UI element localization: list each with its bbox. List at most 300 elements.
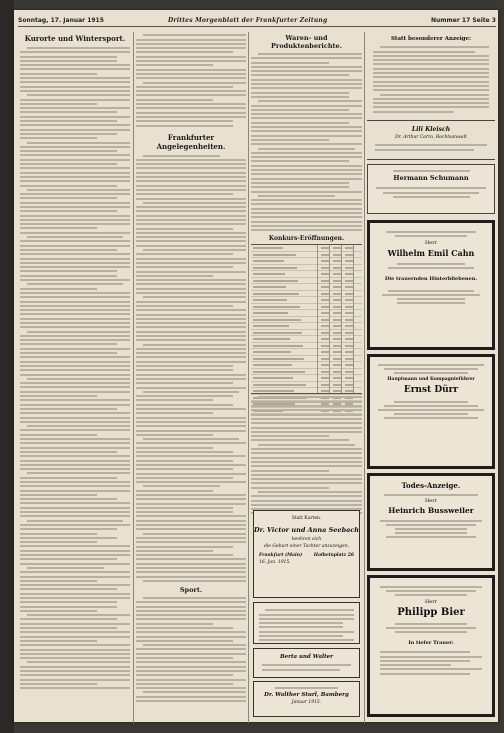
text-line bbox=[136, 163, 246, 165]
text-line bbox=[20, 369, 130, 371]
column-rule bbox=[364, 32, 365, 723]
text-line bbox=[20, 326, 130, 328]
text-line bbox=[136, 404, 233, 406]
text-line bbox=[27, 614, 130, 616]
duerr-text bbox=[370, 395, 492, 425]
text-line bbox=[136, 661, 246, 663]
text-line bbox=[373, 102, 489, 104]
text-line bbox=[251, 461, 362, 463]
text-line bbox=[251, 87, 362, 89]
text-line bbox=[136, 421, 246, 423]
text-line bbox=[136, 365, 233, 367]
text-line bbox=[20, 438, 130, 440]
text-line bbox=[20, 51, 130, 53]
text-line bbox=[136, 481, 246, 483]
cahn-text-bottom bbox=[370, 282, 492, 312]
text-line bbox=[20, 227, 97, 229]
text-line bbox=[20, 245, 130, 247]
text-line bbox=[20, 515, 130, 517]
bier-herr: Herr bbox=[424, 599, 438, 605]
text-line bbox=[20, 395, 97, 397]
text-line bbox=[143, 580, 246, 582]
birth-parents: Dr. Victor und Anna Seebach bbox=[254, 526, 360, 534]
text-line bbox=[373, 106, 489, 108]
text-line bbox=[136, 266, 233, 268]
text-line bbox=[136, 430, 246, 432]
page-header bbox=[18, 14, 496, 27]
text-line bbox=[251, 409, 362, 411]
text-line bbox=[136, 460, 233, 462]
text-line bbox=[136, 215, 246, 217]
duerr-text-top bbox=[370, 357, 492, 374]
text-line bbox=[251, 130, 362, 132]
text-line bbox=[136, 271, 246, 273]
text-line bbox=[136, 434, 213, 436]
text-line bbox=[373, 81, 489, 83]
text-line bbox=[136, 455, 246, 457]
text-line bbox=[136, 490, 213, 492]
text-line bbox=[136, 47, 246, 49]
bussweiler-herr: Herr bbox=[424, 498, 438, 504]
text-line bbox=[136, 653, 246, 655]
text-line bbox=[20, 292, 130, 294]
section-konkurs-title: Konkurs-Eröffnungen. bbox=[268, 235, 345, 243]
duerr-name: Ernst Dürr bbox=[403, 385, 459, 395]
text-line bbox=[251, 178, 362, 180]
text-line bbox=[20, 99, 130, 101]
text-line bbox=[251, 418, 362, 420]
text-line bbox=[136, 56, 246, 58]
text-line bbox=[20, 249, 117, 251]
text-line bbox=[373, 63, 489, 65]
text-line bbox=[259, 622, 343, 624]
text-line bbox=[136, 107, 246, 109]
small-ads-text bbox=[254, 603, 359, 644]
text-line bbox=[136, 305, 233, 307]
text-line bbox=[20, 253, 130, 255]
text-line bbox=[20, 563, 130, 565]
text-line bbox=[143, 202, 246, 204]
text-line bbox=[136, 120, 233, 122]
text-line bbox=[251, 117, 362, 119]
bussweiler-text bbox=[370, 515, 492, 543]
text-line bbox=[136, 69, 246, 71]
text-line bbox=[258, 396, 362, 398]
text-line bbox=[27, 236, 124, 238]
text-line bbox=[20, 365, 130, 367]
text-line bbox=[136, 288, 246, 290]
text-line bbox=[251, 208, 362, 210]
text-line bbox=[373, 89, 489, 91]
text-line bbox=[136, 511, 233, 513]
text-line bbox=[27, 472, 130, 474]
text-line bbox=[136, 498, 246, 500]
text-line bbox=[27, 47, 130, 49]
cahn-herr: Herr bbox=[424, 240, 438, 246]
column-2-text bbox=[136, 155, 246, 582]
text-line bbox=[20, 524, 130, 526]
text-line bbox=[136, 442, 246, 444]
text-line bbox=[20, 580, 97, 582]
section-warenbericht-title: Waren- und Produktenberichte. bbox=[271, 34, 342, 50]
text-line bbox=[143, 34, 246, 36]
engagement-text bbox=[254, 660, 359, 675]
birth-address: Holbeinplatz 26 bbox=[313, 553, 354, 558]
text-line bbox=[136, 696, 246, 698]
text-line bbox=[20, 666, 130, 668]
text-line bbox=[27, 94, 130, 96]
text-line bbox=[136, 283, 246, 285]
text-line bbox=[20, 232, 130, 234]
text-line bbox=[251, 79, 362, 81]
text-line bbox=[20, 442, 130, 444]
text-line bbox=[136, 623, 213, 625]
hermann-text bbox=[368, 182, 494, 203]
bussweiler-text-top bbox=[370, 490, 492, 496]
text-line bbox=[20, 185, 117, 187]
text-line bbox=[20, 554, 130, 556]
text-line bbox=[20, 618, 117, 620]
text-line bbox=[136, 477, 233, 479]
text-line bbox=[20, 206, 130, 208]
text-line bbox=[20, 382, 130, 384]
text-line bbox=[251, 216, 362, 218]
hermann-ad bbox=[367, 164, 495, 214]
text-line bbox=[136, 116, 246, 118]
text-line bbox=[143, 155, 220, 157]
text-line bbox=[136, 382, 233, 384]
text-line bbox=[136, 348, 246, 350]
text-line bbox=[136, 468, 233, 470]
section-angelegenheiten-title: Frankfurter Angelegenheiten. bbox=[156, 132, 226, 151]
text-line bbox=[258, 148, 356, 150]
text-line bbox=[20, 498, 117, 500]
text-line bbox=[143, 344, 246, 346]
text-line bbox=[27, 425, 130, 427]
text-line bbox=[20, 318, 130, 320]
text-line bbox=[373, 111, 454, 113]
text-line bbox=[20, 68, 130, 70]
text-line bbox=[20, 687, 130, 689]
text-line bbox=[20, 64, 130, 66]
obituary-bier bbox=[367, 575, 495, 717]
duerr-rank: Hauptmann und Kompagnieführer bbox=[387, 377, 475, 382]
text-line bbox=[251, 405, 362, 407]
engagement-announcement bbox=[253, 648, 360, 678]
text-line bbox=[259, 618, 354, 620]
text-line bbox=[136, 528, 246, 530]
text-line bbox=[251, 470, 329, 472]
text-line bbox=[136, 515, 246, 517]
text-line bbox=[136, 524, 246, 526]
text-line bbox=[251, 495, 362, 497]
text-line bbox=[20, 266, 130, 268]
text-line bbox=[136, 464, 246, 466]
text-line bbox=[136, 395, 233, 397]
text-line bbox=[136, 262, 246, 264]
text-line bbox=[251, 182, 349, 184]
text-line bbox=[136, 601, 246, 603]
text-line bbox=[20, 571, 130, 573]
text-line bbox=[20, 180, 130, 182]
text-line bbox=[251, 474, 362, 476]
text-line bbox=[20, 215, 130, 217]
text-line bbox=[136, 631, 246, 633]
text-line bbox=[27, 331, 130, 333]
text-line bbox=[20, 533, 97, 535]
text-line bbox=[20, 81, 130, 83]
text-line bbox=[20, 116, 130, 118]
text-line bbox=[143, 82, 246, 84]
text-line bbox=[20, 159, 130, 161]
text-line bbox=[136, 576, 246, 578]
text-line bbox=[136, 399, 213, 401]
text-line bbox=[20, 545, 130, 547]
text-line bbox=[20, 434, 97, 436]
anzeige-top bbox=[367, 34, 495, 116]
text-line bbox=[143, 438, 240, 440]
text-line bbox=[20, 193, 130, 195]
text-line bbox=[251, 152, 362, 154]
text-line bbox=[27, 142, 130, 144]
bier-text-bottom bbox=[370, 646, 492, 680]
text-line bbox=[20, 606, 117, 608]
text-line bbox=[251, 435, 329, 437]
text-line bbox=[20, 210, 117, 212]
birth-place: Frankfurt (Main) bbox=[259, 553, 303, 558]
text-line bbox=[251, 169, 362, 171]
text-line bbox=[251, 478, 362, 480]
text-line bbox=[20, 335, 130, 337]
text-line bbox=[20, 683, 97, 685]
text-line bbox=[20, 601, 117, 603]
text-line bbox=[251, 504, 362, 506]
birth-date: 16. Jan. 1915. bbox=[259, 560, 291, 565]
text-line bbox=[136, 614, 246, 616]
text-line bbox=[136, 610, 246, 612]
text-line bbox=[136, 657, 233, 659]
text-line bbox=[136, 387, 246, 389]
text-line bbox=[136, 326, 246, 328]
text-line bbox=[20, 623, 130, 625]
bussweiler-title: Todes-Anzeige. bbox=[401, 481, 461, 490]
marriage-date: Januar 1915. bbox=[291, 700, 322, 705]
birth-line: beehren sich bbox=[291, 537, 322, 542]
text-line bbox=[259, 639, 354, 641]
small-ads-block bbox=[253, 602, 360, 644]
header-page-number: Nummer 17 Seite 3 bbox=[430, 17, 496, 24]
text-line bbox=[251, 70, 362, 72]
column-1-text bbox=[20, 47, 130, 689]
text-line bbox=[20, 146, 130, 148]
text-line bbox=[20, 176, 130, 178]
text-line bbox=[136, 167, 246, 169]
text-line bbox=[143, 691, 246, 693]
header-edition: Drittes Morgenblatt der Frankfurter Zeitung bbox=[168, 17, 328, 24]
text-line bbox=[251, 225, 362, 227]
text-line bbox=[20, 305, 130, 307]
text-line bbox=[20, 636, 130, 638]
text-line bbox=[27, 378, 130, 380]
text-line bbox=[259, 635, 343, 637]
text-line bbox=[136, 318, 246, 320]
text-line bbox=[259, 631, 354, 633]
engagement-names: Berta und Walter bbox=[279, 654, 334, 660]
text-line bbox=[258, 491, 362, 493]
text-line bbox=[20, 154, 130, 156]
text-line bbox=[136, 64, 213, 66]
text-line bbox=[136, 223, 246, 225]
obituary-cahn bbox=[367, 220, 495, 350]
bier-name: Philipp Bier bbox=[397, 607, 465, 618]
text-line bbox=[20, 219, 130, 221]
text-line bbox=[251, 143, 362, 145]
text-line bbox=[143, 533, 246, 535]
obituary-duerr bbox=[367, 354, 495, 469]
text-line bbox=[20, 477, 117, 479]
text-line bbox=[136, 374, 246, 376]
text-line bbox=[136, 640, 233, 642]
text-line bbox=[136, 180, 246, 182]
text-line bbox=[136, 541, 246, 543]
text-line bbox=[20, 107, 130, 109]
text-line bbox=[251, 203, 362, 205]
text-line bbox=[251, 139, 329, 141]
text-line bbox=[258, 100, 362, 102]
text-line bbox=[20, 348, 130, 350]
text-line bbox=[136, 60, 246, 62]
birth-announcement bbox=[253, 510, 360, 598]
text-line bbox=[136, 94, 246, 96]
text-line bbox=[27, 189, 130, 191]
text-line bbox=[20, 597, 130, 599]
text-line bbox=[136, 507, 233, 509]
text-line bbox=[251, 160, 349, 162]
text-line bbox=[20, 386, 130, 388]
engagement-lili bbox=[367, 120, 495, 160]
text-line bbox=[20, 60, 117, 62]
text-line bbox=[143, 391, 240, 393]
text-line bbox=[20, 129, 130, 131]
text-line bbox=[143, 485, 220, 487]
text-line bbox=[20, 163, 117, 165]
text-line bbox=[136, 172, 246, 174]
text-line bbox=[20, 202, 130, 204]
text-line bbox=[20, 412, 130, 414]
text-line bbox=[20, 468, 130, 470]
text-line bbox=[20, 356, 130, 358]
text-line bbox=[136, 687, 246, 689]
text-line bbox=[136, 648, 246, 650]
text-line bbox=[143, 644, 246, 646]
text-line bbox=[380, 46, 489, 48]
text-line bbox=[251, 74, 349, 76]
birth-line-2: die Geburt einer Tochter anzuzeigen. bbox=[263, 544, 350, 549]
section-sport-title: Sport. bbox=[179, 585, 203, 594]
text-line bbox=[20, 86, 130, 88]
text-line bbox=[20, 528, 117, 530]
text-line bbox=[20, 270, 117, 272]
text-line bbox=[251, 212, 362, 214]
text-line bbox=[251, 427, 362, 429]
text-line bbox=[136, 670, 246, 672]
text-line bbox=[373, 51, 475, 53]
text-line bbox=[20, 588, 117, 590]
text-line bbox=[251, 156, 362, 158]
anzeige-top-text bbox=[367, 42, 495, 116]
text-line bbox=[251, 414, 362, 416]
text-line bbox=[251, 221, 362, 223]
text-line bbox=[251, 113, 362, 115]
birth-head: Statt Karten. bbox=[291, 516, 322, 521]
text-line bbox=[20, 172, 130, 174]
text-line bbox=[20, 77, 130, 79]
text-line bbox=[20, 223, 130, 225]
text-line bbox=[27, 520, 124, 522]
text-line bbox=[20, 584, 130, 586]
text-line bbox=[20, 485, 130, 487]
text-line bbox=[136, 236, 246, 238]
text-line bbox=[136, 198, 246, 200]
bier-mourners: In tiefer Trauer: bbox=[408, 640, 454, 646]
text-line bbox=[136, 292, 246, 294]
text-line bbox=[251, 83, 362, 85]
text-line bbox=[251, 126, 362, 128]
text-line bbox=[136, 258, 246, 260]
text-line bbox=[251, 62, 329, 64]
bier-text-top bbox=[370, 578, 492, 596]
text-line bbox=[143, 597, 246, 599]
text-line bbox=[20, 464, 130, 466]
text-line bbox=[27, 661, 130, 663]
text-line bbox=[251, 487, 329, 489]
text-line bbox=[136, 352, 246, 354]
text-line bbox=[251, 199, 362, 201]
text-line bbox=[251, 165, 362, 167]
text-line bbox=[251, 66, 362, 68]
text-line bbox=[20, 408, 117, 410]
text-line bbox=[136, 331, 246, 333]
text-line bbox=[20, 197, 117, 199]
text-line bbox=[20, 322, 130, 324]
text-line bbox=[20, 56, 117, 58]
text-line bbox=[136, 219, 246, 221]
text-line bbox=[251, 482, 362, 484]
cahn-name: Wilhelm Emil Cahn bbox=[387, 248, 475, 258]
text-line bbox=[20, 404, 130, 406]
text-line bbox=[251, 173, 362, 175]
text-line bbox=[259, 626, 343, 628]
text-line bbox=[258, 195, 336, 197]
text-line bbox=[20, 352, 117, 354]
text-line bbox=[136, 73, 246, 75]
text-line bbox=[136, 674, 233, 676]
text-line bbox=[251, 401, 362, 403]
text-line bbox=[20, 309, 130, 311]
text-line bbox=[20, 507, 130, 509]
text-line bbox=[136, 159, 246, 161]
text-line bbox=[136, 447, 213, 449]
text-line bbox=[251, 96, 349, 98]
text-line bbox=[136, 369, 233, 371]
text-line bbox=[20, 262, 130, 264]
text-line bbox=[20, 288, 97, 290]
text-line bbox=[136, 43, 246, 45]
text-line bbox=[20, 343, 117, 345]
text-line bbox=[136, 563, 246, 565]
text-line bbox=[20, 374, 130, 376]
text-line bbox=[373, 98, 489, 100]
